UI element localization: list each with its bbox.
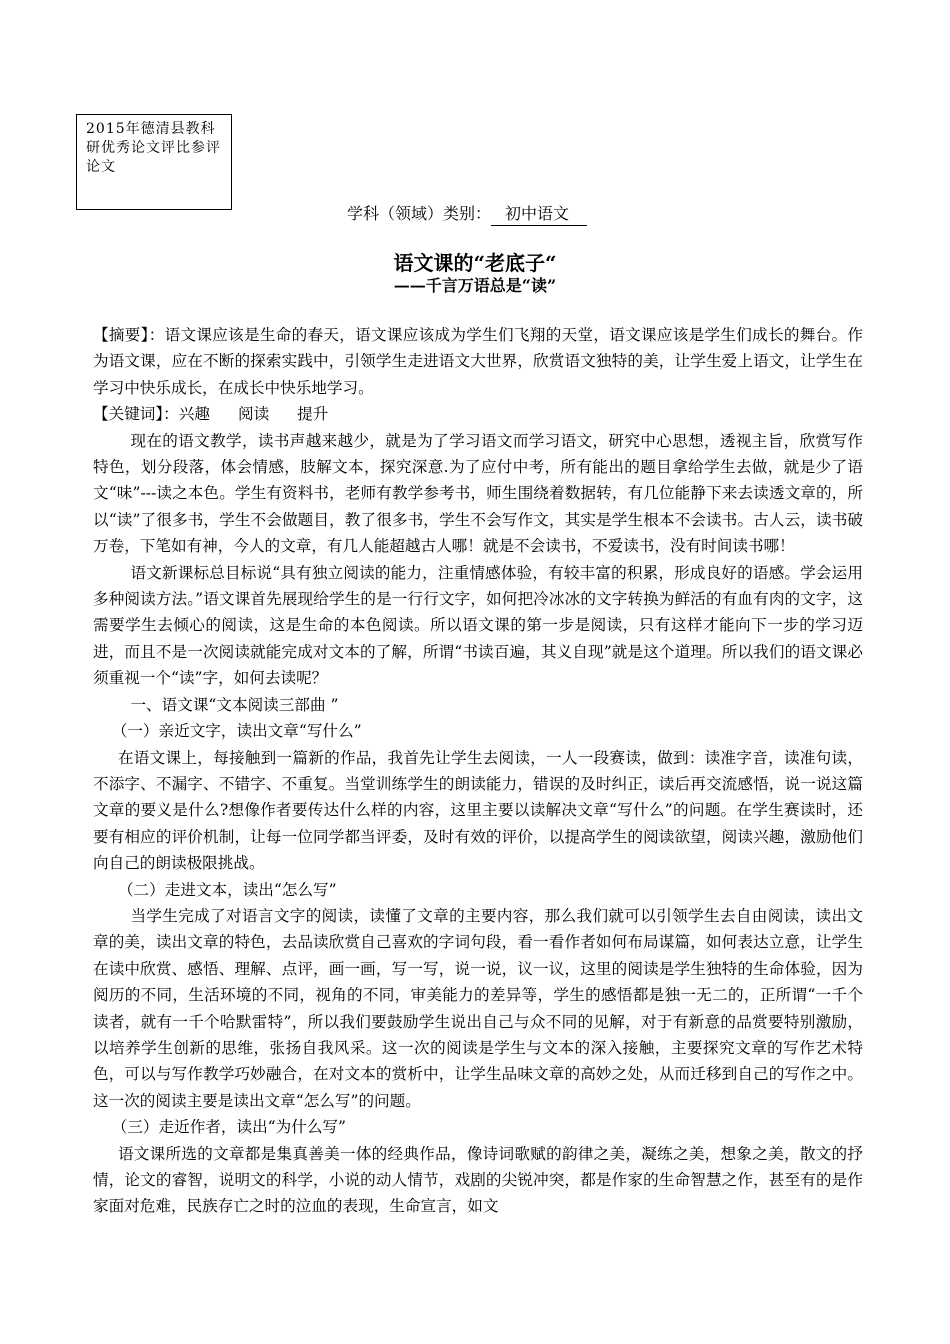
paragraph: 语文课所选的文章都是集真善美一体的经典作品，像诗词歌赋的韵律之美，凝练之美，想象之美，散文的抒情，论文的睿智，说明文的科学，小说的动人情节，戏剧的尖锐冲突，都是作家的生命智慧之作，甚至有的是作家面对危难，民族存亡之时的泣血的表现，生命宣言，如文 bbox=[93, 1144, 863, 1216]
abstract-text: ：语文课应该是生命的春天，语文课应该成为学生们飞翔的天堂，语文课应该是学生们成长的舞台。作为语文课，应在不断的探索实践中，引领学生走进语文大世界，欣赏语文独特的美，让学生爱上语文，让学生在学习中快乐成长，在成长中快乐地学习。 bbox=[93, 326, 863, 397]
paragraph: 现在的语文教学，读书声越来越少，就是为了学习语文而学习语文，研究中心思想，透视主旨，欣赏写作特色，划分段落，体会情感，肢解文本，探究深意.为了应付中考，所有能出的题目拿给学生去做，就是少了语文“味”---读之本色。学生有资料书，老师有教学参考书，师生围绕着数据转，有几位能静下来去读透文章的，所以“读”了很多书，学生不会做题目，教了很多书，学生不会写作文，其实是学生根本不会读书。古人云，读书破万卷，下笔如有神，今人的文章，有几人能超越古人哪！就是不会读书，不爱读书，没有时间读书哪！ bbox=[93, 431, 863, 556]
award-label-box bbox=[76, 114, 232, 210]
document-body bbox=[93, 322, 863, 1220]
keywords bbox=[93, 401, 863, 427]
abstract-label: 【摘要】 bbox=[93, 326, 149, 344]
paragraph: 当学生完成了对语言文字的阅读，读懂了文章的主要内容，那么我们就可以引领学生去自由阅读，读出文章的美，读出文章的特色，去品读欣赏自己喜欢的字词句段，看一看作者如何布局谋篇，如何表达立意，让学生在读中欣赏、感悟、理解、点评，画一画，写一写，说一说，议一议，这里的阅读是学生独特的生命体验，因为阅历的不同，生活环境的不同，视角的不同，审美能力的差异等，学生的感悟都是独一无二的，正所谓“一千个读者，就有一千个哈默雷特”，所以我们要鼓励学生说出自己与众不同的见解，对于有新意的品赏要特别激励，以培养学生创新的思维，张扬自我风采。这一次的阅读是学生与文本的深入接触，主要探究文章的写作艺术特色，可以与写作教学巧妙融合，在对文本的赏析中，让学生品味文章的高妙之处，从而迁移到自己的写作之中。这一次的阅读主要是读出文章“怎么写”的问题。 bbox=[93, 906, 863, 1110]
award-label-text: 2015年德清县教科研优秀论文评比参评论文 bbox=[86, 121, 221, 175]
keyword-item: 提升 bbox=[297, 405, 329, 424]
paragraph: 在语文课上，每接触到一篇新的作品，我首先让学生去阅读，一人一段赛读，做到：读准字音，读准句读，不添字、不漏字、不错字、不重复。当堂训练学生的朗读能力，错误的及时纠正，读后再交流感悟，说一说这篇文章的要义是什么?想像作者要传达什么样的内容，这里主要以读解决文章“写什么”的问题。在学生赛读时，还要有相应的评价机制，让每一位同学都当评委，及时有效的评价，以提高学生的阅读欲望，阅读兴趣，激励他们向自己的朗读极限挑战。 bbox=[93, 748, 863, 873]
subsection-heading: （一）亲近文字，读出文章“写什么” bbox=[111, 722, 362, 741]
section-heading: 一、语文课“文本阅读三部曲 ” bbox=[130, 695, 339, 714]
paragraph: 语文新课标总目标说“具有独立阅读的能力，注重情感体验，有较丰富的积累，形成良好的语感。学会运用多种阅读方法。”语文课首先展现给学生的是一行行文字，如何把冷冰冰的文字转换为鲜活的有血有肉的文字，这需要学生去倾心的阅读，这是生命的本色阅读。所以语文课的第一步是阅读，只有这样才能向下一步的学习迈进，而且不是一次阅读就能完成对文本的了解，所谓“书读百遍，其义自现”就是这个道理。所以我们的语文课必须重视一个“读”字，如何去读呢？ bbox=[93, 563, 863, 688]
subsection-heading: （三）走近作者，读出“为什么写” bbox=[111, 1118, 346, 1137]
keywords-label: 【关键词】： bbox=[93, 405, 179, 424]
subsection-heading: （二）走进文本，读出“怎么写” bbox=[117, 880, 337, 899]
document-subtitle: ——千言万语总是“读” bbox=[393, 276, 557, 295]
subject-value: 初中语文 bbox=[491, 203, 587, 226]
keyword-item: 阅读 bbox=[237, 405, 270, 424]
document-title: 语文课的“老底子“ bbox=[393, 251, 557, 275]
subject-category bbox=[347, 203, 587, 226]
subject-label: 学科（领域）类别： bbox=[347, 204, 492, 223]
keyword-item: 兴趣 bbox=[178, 405, 210, 424]
abstract bbox=[93, 322, 863, 401]
